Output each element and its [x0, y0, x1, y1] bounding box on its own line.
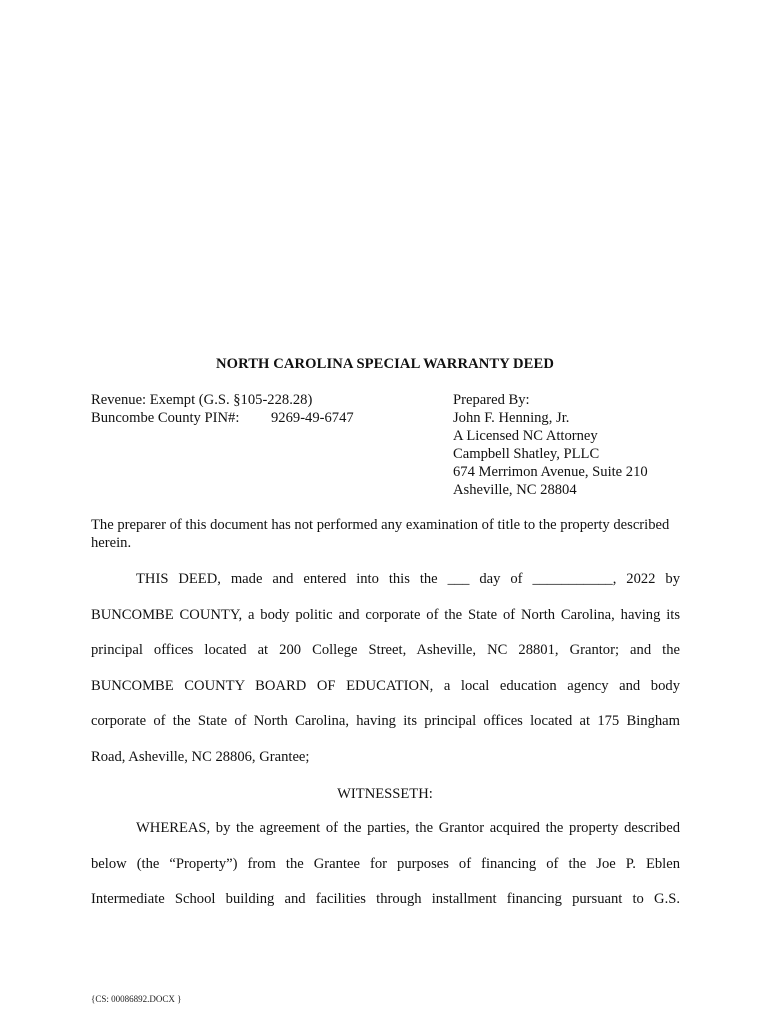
prepared-by-block	[453, 391, 648, 499]
paragraph-line: THIS DEED, made and entered into this the ___ day of ___________, 2022 by	[136, 571, 680, 587]
paragraph-line: below (the “Property”) from the Grantee for purposes of financing of the Joe P. Eblen	[91, 855, 680, 872]
paragraph-line: BUNCOMBE COUNTY BOARD OF EDUCATION, a local education agency and body	[91, 677, 680, 694]
preparer-firm: Campbell Shatley, PLLC	[453, 446, 600, 462]
pin-value: 9269-49-6747	[271, 410, 354, 426]
paragraph-line: WHEREAS, by the agreement of the parties, the Grantor acquired the property described	[136, 820, 680, 836]
preparer-city: Asheville, NC 28804	[453, 482, 577, 498]
revenue-block	[91, 391, 354, 427]
preparer-name: John F. Henning, Jr.	[453, 410, 570, 426]
paragraph-line: Road, Asheville, NC 28806, Grantee;	[91, 748, 310, 765]
pin-label: Buncombe County PIN#:	[91, 410, 240, 426]
preparer-street: 674 Merrimon Avenue, Suite 210	[453, 464, 648, 480]
witnesseth-heading: WITNESSETH:	[337, 786, 433, 802]
document-footer-id: {CS: 00086892.DOCX }	[91, 994, 182, 1004]
paragraph-line: principal offices located at 200 College Street, Asheville, NC 28801, Grantor; and the	[91, 642, 680, 658]
document-title: NORTH CAROLINA SPECIAL WARRANTY DEED	[216, 356, 554, 372]
revenue-line: Revenue: Exempt (G.S. §105-228.28)	[91, 392, 313, 408]
whereas-paragraph	[91, 811, 680, 918]
paragraph-line: BUNCOMBE COUNTY, a body politic and corporate of the State of North Carolina, having its	[91, 606, 680, 623]
deed-opening-paragraph	[91, 562, 680, 775]
paragraph-line: Intermediate School building and facilities through installment financing pursuant to G.S.	[91, 891, 680, 907]
title-disclaimer: The preparer of this document has not performed any examination of title to the property described herein.	[91, 517, 670, 551]
prepared-by-heading: Prepared By:	[453, 392, 530, 408]
pin-row	[91, 409, 354, 427]
paragraph-line: corporate of the State of North Carolina, having its principal offices located at 175 Bingham	[91, 713, 680, 729]
preparer-credential: A Licensed NC Attorney	[453, 428, 598, 444]
